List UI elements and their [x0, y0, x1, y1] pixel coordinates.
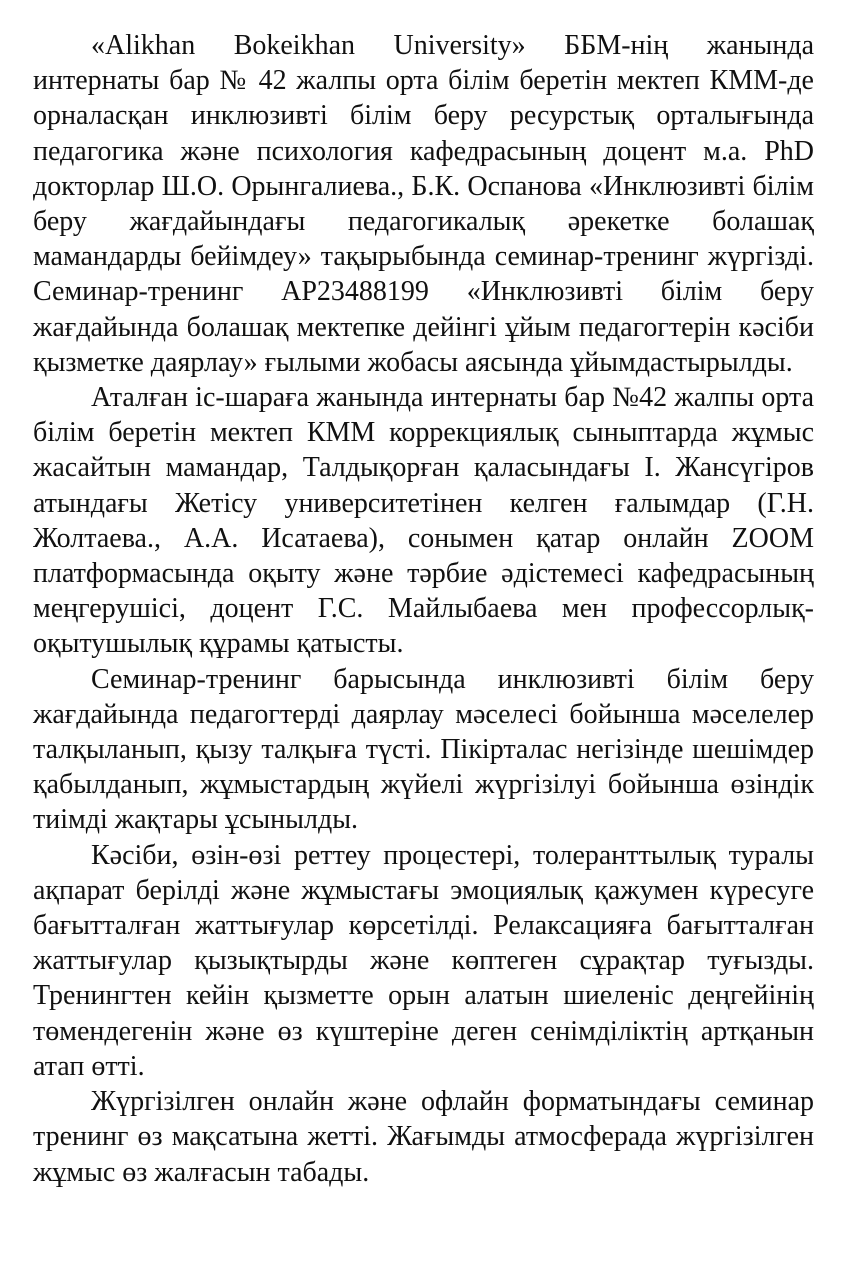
paragraph: «Alikhan Bokeikhan University» ББМ-нің жанында интернаты бар № 42 жалпы орта білім беретін мектеп КММ-де орналасқан инклюзивті білім беру ресурстық орталығында педагогика және психология кафедрасының доцент м.а. PhD докторлар Ш.О. Орынгалиева., Б.К. Оспанова «Инклюзивті білім беру жағдайындағы педагогикалық әрекетке болашақ мамандарды бейімдеу» тақырыбында семинар-тренинг жүргізді. Семинар-тренинг AP23488199 «Инклюзивті білім беру жағдайында болашақ мектепке дейінгі ұйым педагогтерін кәсіби қызметке даярлау» ғылыми жобасы аясында ұйымдастырылды. [33, 30, 814, 378]
paragraph: Кәсіби, өзін-өзі реттеу процестері, толеранттылық туралы ақпарат берілді және жұмыстағы эмоциялық қажумен күресуге бағытталған жаттығулар көрсетілді. Релаксацияға бағытталған жаттығулар қызықтырды және көптеген сұрақтар туғызды. Тренингтен кейін қызметте орын алатын шиеленіс деңгейінің төмендегенін және өз күштеріне деген сенімділіктің артқанын атап өтті. [33, 839, 814, 1082]
paragraph: Аталған іс-шараға жанында интернаты бар №42 жалпы орта білім беретін мектеп КММ коррекциялық сыныптарда жұмыс жасайтын мамандар, Талдықорған қаласындағы І. Жансүгіров атындағы Жетісу университетінен келген ғалымдар (Г.Н. Жолтаева., А.А. Исатаева), сонымен қатар онлайн ZOOM платформасында оқыту және тәрбие әдістемесі кафедрасының меңгерушісі, доцент Г.С. Майлыбаева мен профессорлық-оқытушылық құрамы қатысты. [33, 382, 814, 660]
paragraph: Семинар-тренинг барысында инклюзивті білім беру жағдайында педагогтерді даярлау мәселесі бойынша мәселелер талқыланып, қызу талқыға түсті. Пікірталас негізінде шешімдер қабылданып, жұмыстардың жүйелі жүргізілуі бойынша өзіндік тиімді жақтары ұсынылды. [33, 663, 814, 836]
paragraph: Жүргізілген онлайн және офлайн форматындағы семинар тренинг өз мақсатына жетті. Жағымды атмосферада жүргізілген жұмыс өз жалғасын табады. [33, 1086, 814, 1188]
